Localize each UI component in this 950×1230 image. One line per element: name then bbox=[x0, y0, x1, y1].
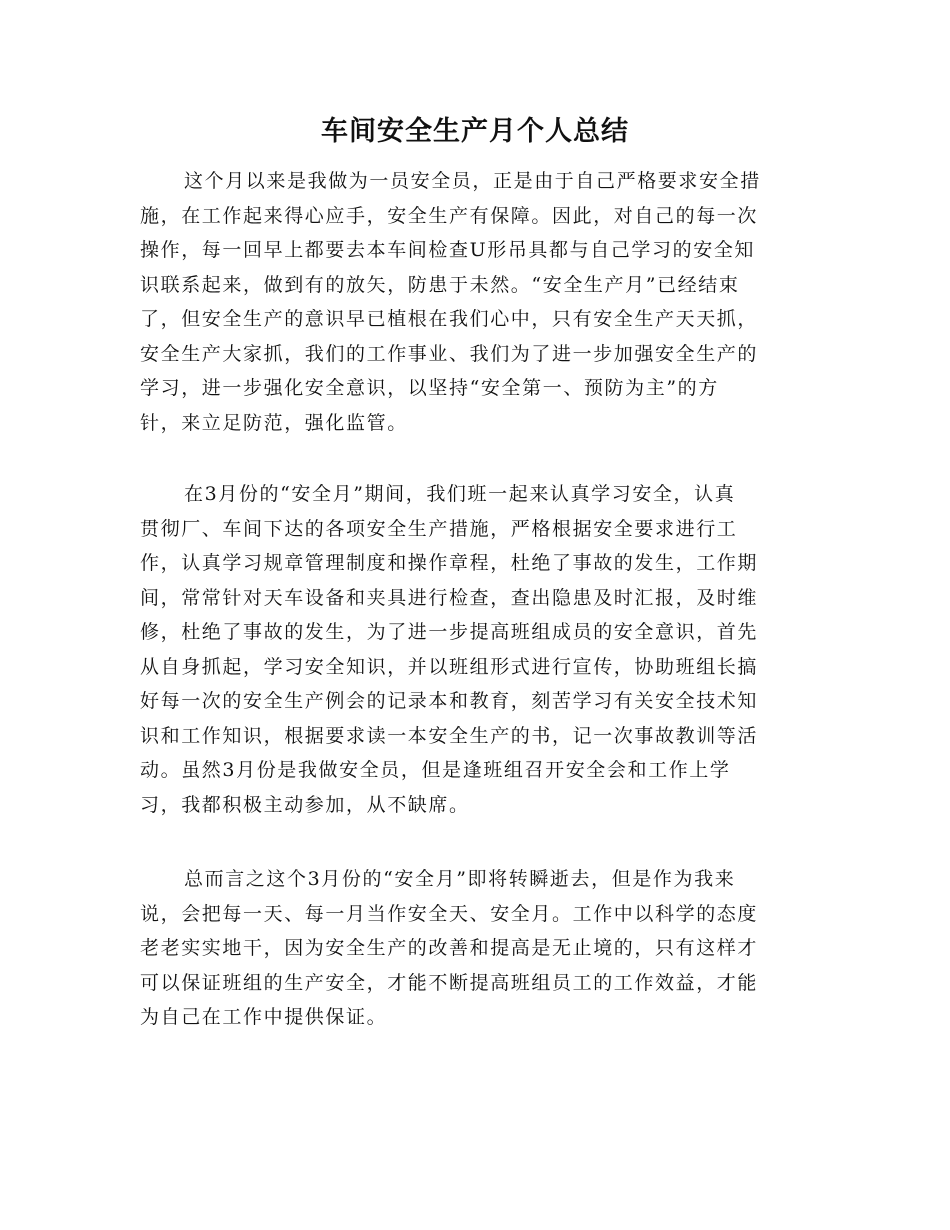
paragraph-line: 动。虽然3月份是我做安全员，但是逢班组召开安全会和工作上学 bbox=[140, 759, 731, 781]
paragraph-line: 识和工作知识，根据要求读一本安全生产的书，记一次事故教训等活 bbox=[140, 724, 759, 747]
paragraph-line: 修，杜绝了事故的发生，为了进一步提高班组成员的安全意识，首先 bbox=[140, 621, 759, 643]
paragraph-line: 针，来立足防范，强化监管。 bbox=[140, 411, 408, 434]
paragraph-line: 好每一次的安全生产例会的记录本和教育，刻苦学习有关安全技术知 bbox=[140, 690, 759, 712]
paragraph-line: 作，认真学习规章管理制度和操作章程，杜绝了事故的发生，工作期 bbox=[140, 552, 759, 574]
paragraph-line: 习，我都积极主动参加，从不缺席。 bbox=[140, 793, 470, 816]
paragraph-line: 这个月以来是我做为一员安全员，正是由于自己严格要求安全措 bbox=[184, 170, 761, 192]
paragraph-2 bbox=[140, 477, 808, 822]
paragraph-line: 安全生产大家抓，我们的工作事业、我们为了进一步加强安全生产的 bbox=[140, 342, 759, 365]
paragraph-line: 学习，进一步强化安全意识，以坚持“安全第一、预防为主”的方 bbox=[140, 377, 719, 399]
document-title: 车间安全生产月个人总结 bbox=[321, 116, 629, 147]
paragraph-line: 从自身抓起，学习安全知识，并以班组形式进行宣传，协助班组长搞 bbox=[140, 655, 759, 678]
paragraph-line: 在3月份的“安全月”期间，我们班一起来认真学习安全，认真 bbox=[184, 483, 736, 505]
paragraph-line: 说，会把每一天、每一月当作安全天、安全月。工作中以科学的态度 bbox=[140, 902, 759, 925]
paragraph-line: 操作，每一回早上都要去本车间检查U形吊具都与自己学习的安全知 bbox=[140, 239, 756, 261]
paragraph-line: 识联系起来，做到有的放矢，防患于未然。“安全生产月”已经结束 bbox=[140, 273, 740, 296]
paragraph-3 bbox=[140, 862, 808, 1035]
paragraph-line: 施，在工作起来得心应手，安全生产有保障。因此，对自己的每一次 bbox=[140, 204, 759, 227]
paragraph-line: 了，但安全生产的意识早已植根在我们心中，只有安全生产天天抓， bbox=[140, 308, 759, 330]
paragraph-1 bbox=[140, 164, 808, 440]
paragraph-line: 可以保证班组的生产安全，才能不断提高班组员工的工作效益，才能 bbox=[140, 971, 759, 994]
paragraph-line: 为自己在工作中提供保证。 bbox=[140, 1006, 388, 1028]
paragraph-line: 贯彻厂、车间下达的各项安全生产措施，严格根据安全要求进行工 bbox=[140, 517, 738, 540]
paragraph-line: 间，常常针对天车设备和夹具进行检查，查出隐患及时汇报，及时维 bbox=[140, 586, 759, 609]
paragraph-line: 总而言之这个3月份的“安全月”即将转瞬逝去，但是作为我来 bbox=[184, 868, 736, 890]
paragraph-line: 老老实实地干，因为安全生产的改善和提高是无止境的，只有这样才 bbox=[140, 937, 759, 959]
